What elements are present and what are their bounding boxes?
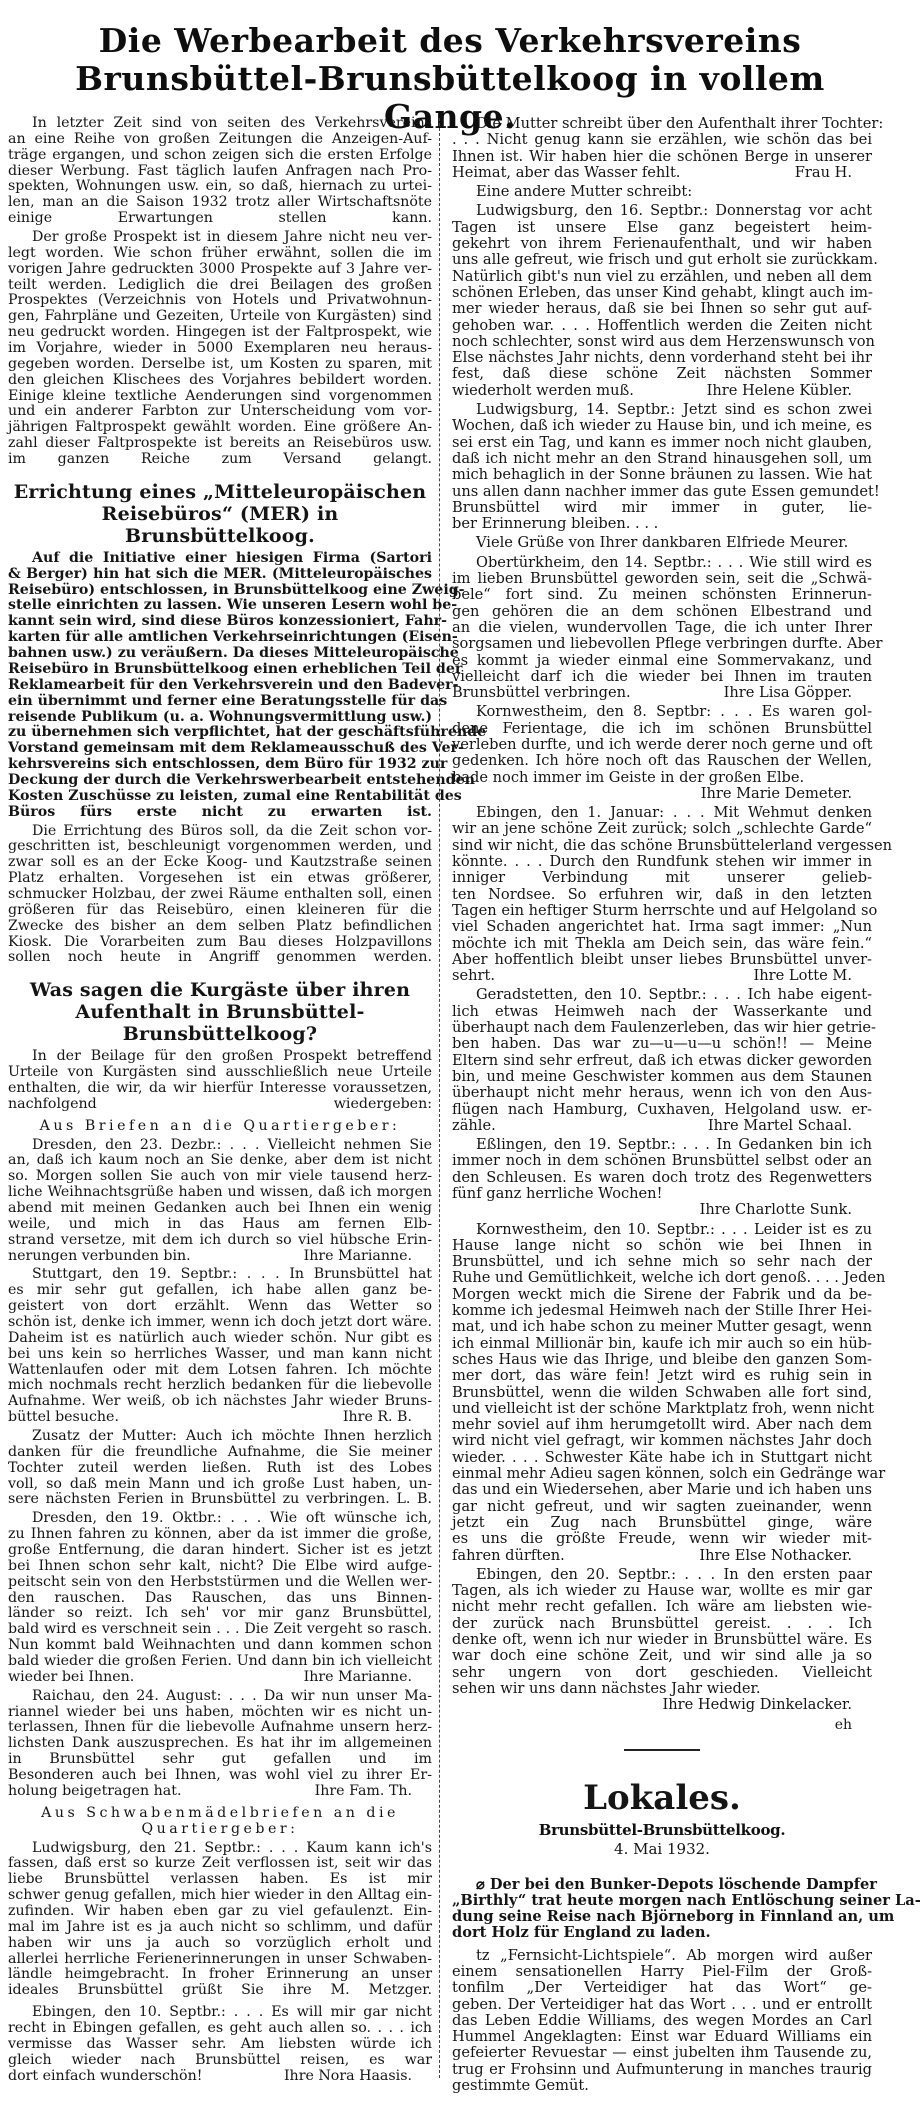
author-tag: eh <box>834 1716 852 1733</box>
column-divider <box>439 118 440 2078</box>
text-line: länder so reizt. Ich seh' vor mir ganz Brunsbüttel, <box>8 1605 432 1622</box>
text-line: dieser Werbung. Fast täglich laufen Anfragen nach Pro- <box>8 162 432 179</box>
letter-signature: Ihre Marianne. <box>303 1247 412 1264</box>
text-line: Die Errichtung des Büros soll, da die Zeit schon vor- <box>32 822 432 839</box>
text-line: ich einmal Millionär bin, kaufe ich mir auch so ein hüb- <box>452 1334 872 1352</box>
text-line: & Berger) hin hat sich die MER. (Mitteleuropäisches <box>8 565 432 582</box>
letter-signature: Ihre Hedwig Dinkelacker. <box>662 1696 852 1714</box>
text-line: „Birthly“ trat heute morgen nach Entlöschung seiner La- <box>452 1891 921 1909</box>
text-line: es uns die größte Freude, wenn wir wieder mit- <box>452 1530 872 1548</box>
text-line: und ein anderer Farbton zur Unterscheidung vom vor- <box>8 403 432 420</box>
headline-line-1: Die Werbearbeit des Verkehrsvereins <box>98 21 802 60</box>
text-line: Morgen weckt mich die Sirene der Fabrik und da be- <box>452 1285 872 1303</box>
text-line: strand versetze, mit dem ich durch so viel hübsche Erin- <box>8 1231 432 1248</box>
text-line: uns alle gefreut, wie frisch und gut erholt sie zurückkam. <box>452 251 878 269</box>
text-line: zu übernehmen sich verpflichtet, hat der geschäftsführende <box>8 724 487 741</box>
text-line: Eltern sind sehr erfreut, daß ich etwas dicker geworden <box>452 1051 872 1069</box>
text-line: recht in Ebingen gefallen, es geht auch allen so. . . . ich <box>8 2019 432 2036</box>
text-line: es mir sehr gut gefallen, ich habe allen ganz be- <box>8 1282 432 1299</box>
text-line <box>452 1548 872 1564</box>
text-line: Tagen ein heftiger Sturm herrschte und auf Helgoland so <box>452 901 878 919</box>
text-line: lich etwas Heimweh nach der Wasserkante und <box>452 1002 872 1020</box>
text-line: Tochter zuteil werden ließen. Ruth ist des Lobes <box>8 1459 432 1476</box>
text-line: dene Ferientage, die ich im schönen Brunsbüttel <box>452 719 872 737</box>
news-lichtspiele <box>452 1948 872 2098</box>
letter-signature: Ihre Nora Haasis. <box>283 2067 412 2084</box>
letter-signature: Ihre Else Nothacker. <box>699 1546 852 1564</box>
text-line: bei Ihnen schon sehr kalt, nicht? Die Elbe wird aufge- <box>8 1557 432 1574</box>
ludwigsburg-14-signature: Viele Grüße von Ihrer dankbaren Elfriede Meurer. <box>476 534 849 552</box>
text-line: Aber hoffentlich bleibt unser liebes Brunsbüttel unver- <box>452 950 872 968</box>
text-line: Geradstetten, den 10. Septbr.: . . . Ich habe eigent- <box>476 986 872 1004</box>
text-line: ländle heimgebracht. In froher Erinnerung an unser <box>8 1966 432 1983</box>
text-line <box>8 2069 432 2085</box>
text-line: in Brunsbüttel sehr gut gefallen und im <box>8 1751 432 1768</box>
text-line: könnte. . . . Durch den Rundfunk stehen wir immer in <box>452 853 872 871</box>
text-line: len, man an die Saison 1932 trotz aller Wirtschaftsnöte <box>8 194 432 211</box>
text-line-end: zähle. <box>452 1116 496 1134</box>
text-line: Büros fürs erste nicht zu erwarten ist. <box>8 803 432 820</box>
text-line: das und ein Wiedersehen, aber Marie und ich haben uns <box>452 1481 872 1499</box>
text-line: wir an jene schöne Zeit zurück; solch „schlechte Garde“ <box>452 820 872 838</box>
text-line: allerlei herrliche Ferienerinnerungen in unser Schwaben- <box>8 1950 432 1967</box>
letter-kornwestheim-8 <box>452 704 872 805</box>
text-line: sollen noch heute in Angriff genommen werden. <box>8 949 432 966</box>
text-line: sind wir nicht, die das schöne Brunsbüttelerland vergessen <box>452 836 893 854</box>
text-line <box>452 968 872 984</box>
text-line: jährigen Faltprospekt gewählt worden. Eine größere An- <box>8 419 432 436</box>
text-line: gen, Fahrpläne und Gezeiten, Urteile von Kurgästen) sind <box>8 308 432 325</box>
text-line: im Vorjahre, wieder in 5000 Exemplaren neu heraus- <box>8 340 432 357</box>
text-line-end: wieder bei Ihnen. <box>8 1668 135 1685</box>
text-line: einmal mehr Adieu sagen können, solch ein Gedränge war <box>452 1465 886 1483</box>
text-line: Ruhe und Gemütlichkeit, welche ich dort genoß. . . . Jeden <box>452 1269 886 1287</box>
letter-signature: Ihre Lotte M. <box>753 967 852 985</box>
intro-paragraph <box>8 116 432 230</box>
text-line: Eßlingen, den 19. Septbr.: . . . In Gedanken bin ich <box>476 1136 872 1154</box>
text-line: den Schleusen. Es waren doch trotz des Regenwetters <box>452 1168 872 1186</box>
text-line: zahl dieser Faltprospekte ist bereits an Reisebüros usw. <box>8 435 432 452</box>
letter-ebingen-1 <box>452 804 893 987</box>
text-line: tz „Fernsicht-Lichtspiele“. Ab morgen wird außer <box>476 1946 872 1964</box>
text-line: gegeben worden. Derselbe ist, um Kosten zu sparen, mit <box>8 355 432 372</box>
text-line: Besonderen auch bei Ihnen, was wohl viel zu ihrer Er- <box>8 1767 432 1784</box>
text-line: vermisse das Wasser sehr. Am liebsten würde ich <box>8 2035 432 2052</box>
text-line: karten für alle amtlichen Verkehrseinrichtungen (Eisen- <box>8 629 458 646</box>
text-line-end: ber Erinnerung bleiben. . . . <box>452 515 659 533</box>
text-line: Raichau, den 24. August: . . . Da wir nun unser Ma- <box>32 1687 432 1704</box>
text-line <box>452 383 872 399</box>
text-line: Tagen, als ich wieder zu Hause war, wollte es mir gar <box>452 1582 872 1600</box>
text-line-end: nerungen verbunden bin. <box>8 1247 191 1264</box>
text-line: Brunsbüttel, und ich sehne mich so sehr nach der <box>452 1253 872 1271</box>
text-line: ideales Brunsbüttel grüßt Sie ihre M. Metzger. <box>8 1982 432 1999</box>
text-line: Zwecke des bisher an dem selben Platz befindlichen <box>8 917 432 934</box>
text-line: schönen Erleben, das unser Kind gehabt, klingt auch im- <box>452 283 873 301</box>
text-line: Kornwestheim, den 10. Septbr.: . . . Leider ist es zu <box>476 1220 872 1238</box>
text-line <box>452 165 872 181</box>
text-line <box>8 1670 432 1686</box>
text-line: mat, und ich habe schon zu meiner Mutter gesagt, wenn <box>452 1318 872 1336</box>
text-line: Vorstand gemeinsam mit dem Reklameausschuß des Ver- <box>8 740 464 757</box>
text-line: wieder. . . . Schwester Käte habe ich in Stuttgart nicht <box>452 1448 872 1466</box>
text-line <box>452 1925 872 1941</box>
letter-signature: Ihre Charlotte Sunk. <box>699 1201 852 1219</box>
letter-signature: Ihre Marie Demeter. <box>700 784 852 802</box>
schwaben-subheading-1: Aus Schwabenmädelbriefen an die <box>41 1804 399 1821</box>
text-line: zu Ihnen fahren zu können, aber da ist immer die große, <box>8 1526 432 1543</box>
text-line <box>452 685 872 701</box>
letter-raichau <box>8 1689 432 1803</box>
letter-ebingen-20 <box>452 1567 872 1717</box>
text-line: bei uns kein so herrliches Wasser, und man kann nicht <box>8 1345 432 1362</box>
text-line: teilt werden. Lediglich die drei Beilagen des großen <box>8 276 432 293</box>
text-line: abend mit meinen Gedanken auch bei Ihnen ein wenig <box>8 1199 432 1216</box>
mer-heading-line-2: Reisebüros“ (MER) in Brunsbüttelkoog. <box>101 502 339 547</box>
text-line <box>452 516 872 532</box>
text-line: Nun kommt bald Weihnachten und dann kommen schon <box>8 1637 432 1654</box>
text-line: Reisebüro) entschlossen, in Brunsbüttelkoog eine Zweig- <box>8 581 465 598</box>
text-line: mehr soviel auf ihm herumgetollt wird. Aber nach dem <box>452 1416 872 1434</box>
text-line: liche Weihnachtsgrüße haben und wissen, daß ich morgen <box>8 1184 432 1201</box>
text-line: . . . Nicht genug kann sie erzählen, wie schön das bei <box>452 131 872 149</box>
letter-dresden-2 <box>8 1511 432 1688</box>
text-line: jetzt ein Zug nach Brunsbüttel ginge, wäre <box>452 1513 872 1531</box>
text-line: das Leben Eddie Williams, des wegen Mordes an Carl <box>452 2011 872 2029</box>
kurgaeste-intro <box>8 1049 432 1115</box>
text-line: gedenken. Ich höre noch oft das Rauschen der Wellen, <box>452 752 872 770</box>
text-line: viel Schaden angerichtet hat. Irma sagt immer: „Nun <box>452 918 872 936</box>
text-line: dung seine Reise nach Björneborg in Finnland an, um <box>452 1908 895 1926</box>
text-line: uns allen dann nachher immer das gute Essen gemundet! <box>452 482 880 500</box>
text-line: an, daß ich kaum noch an Sie denke, aber dem ist nicht <box>8 1152 432 1169</box>
letter-mutter-1 <box>452 115 884 184</box>
text-line: vielleicht darf ich die wieder bei Ihnen im trauten <box>452 667 872 685</box>
text-line: Aufnahme. Wer weiß, ob ich nächstes Jahr wieder Bruns- <box>8 1393 432 1410</box>
text-line: Ludwigsburg, den 16. Septbr.: Donnerstag vor acht <box>476 202 872 220</box>
text-line: Auf die Initiative einer hiesigen Firma (Sartori <box>32 549 432 566</box>
text-line: Zusatz der Mutter: Auch ich möchte Ihnen herzlich <box>32 1428 432 1445</box>
text-line: sches Haus wie das Ihrige, und bleibe den ganzen Som- <box>452 1350 872 1368</box>
kurgaeste-heading <box>8 979 432 1045</box>
letter-zusatz-mutter <box>8 1429 432 1511</box>
briefe-subheading: Aus Briefen an die Quartiergeber: <box>39 1117 401 1134</box>
text-line: geschritten ist, beschleunigt vorgenommen werden, und <box>8 838 432 855</box>
text-line: der zurück nach Brunsbüttel gereist. . . . Ich <box>452 1614 872 1632</box>
text-line: geistert von dort erzählt. Wenn das Wetter so <box>8 1298 432 1315</box>
kurgaeste-heading-line-2: Aufenthalt in Brunsbüttel-Brunsbüttelkoog? <box>75 1001 365 1046</box>
text-line: bele“ fort sind. Zu meinen schönsten Erinnerun- <box>452 586 872 604</box>
text-line: Einige kleine textliche Aenderungen sind vorgenommen <box>8 387 432 404</box>
text-line: Hause lange nicht so schön wie bei Ihnen in <box>452 1236 872 1254</box>
text-line: nicht mehr recht gefallen. Ich wäre am liebsten wie- <box>452 1598 872 1616</box>
letter-ludwigsburg-21 <box>8 1841 432 2003</box>
text-line: bin, und meine Geschwister kommen aus dem Staunen <box>452 1067 872 1085</box>
letter-signature: Ihre Helene Kübler. <box>706 381 852 399</box>
text-line: spekten, Wohnungen usw. ein, so daß, hiernach zu urtei- <box>8 178 432 195</box>
text-line: an eine Reihe von großen Zeitungen die Anzeigen-Auf- <box>8 130 432 147</box>
andere-mutter-intro: Eine andere Mutter schreibt: <box>476 183 693 201</box>
text-line: terlassen, Ihnen für die liebevolle Aufnahme unsern herz- <box>8 1719 432 1736</box>
text-line: verleben durfte, und ich werde derer noch gerne und oft <box>452 735 873 753</box>
text-line: überhaupt nicht mehr heraus, wenn ich von den Aus- <box>452 1084 872 1102</box>
text-line: schwer genug gefallen, mich hier wieder in den Alltag ein- <box>8 1887 432 1904</box>
text-line: im lieben Brunsbüttel geworden sein, seit die „Schwä- <box>452 570 872 588</box>
kurgaeste-heading-line-1: Was sagen die Kurgäste über ihren <box>29 979 411 1002</box>
letter-ludwigsburg-14 <box>452 401 880 535</box>
text-line: denke oft, wenn ich nur wieder in Brunsbüttel wäre. Es <box>452 1631 872 1649</box>
text-line: riannel wieder bei uns haben, möchten wir es nicht un- <box>8 1703 432 1720</box>
letter-dresden-1 <box>8 1138 432 1268</box>
letter-signature: Ihre Fam. Th. <box>314 1782 412 1799</box>
text-line: größeren für das Reisebüro, einen kleineren für die <box>8 901 432 918</box>
text-line: trug er Frohsinn und Aufmunterung in manches traurig <box>452 2060 872 2078</box>
text-line: Brunsbüttel wird mir immer in guter, lie- <box>452 498 872 516</box>
text-line: ein übernimmt und ferner eine Beratungsstelle für das <box>8 692 448 709</box>
text-line: gefeierter Revuestar — einst jubelten ihm Tausende zu, <box>452 2044 872 2062</box>
text-line: und vielleicht ist der schöne Marktplatz froh, wenn nicht <box>452 1399 874 1417</box>
text-line: es kommt ja wieder einmal eine Sommervakanz, und <box>452 651 872 669</box>
text-line: mal im Jahre ist es ja auch nicht so schlimm, und dafür <box>8 1918 432 1935</box>
text-line-end: fahren dürften. <box>452 1546 565 1564</box>
text-line: lichsten Dank auszusprechen. Es hat ihr im allgemeinen <box>8 1735 432 1752</box>
text-line: danken für die freundliche Aufnahme, die Sie meiner <box>8 1443 432 1460</box>
text-line: Tagen ist unsere Else ganz begeistert heim- <box>452 218 872 236</box>
text-line <box>452 2078 872 2094</box>
text-line: Reisebüro in Brunsbüttelkoog einen erheblichen Teil der <box>8 660 463 677</box>
text-line: noch schlechter, sonst wird aus dem Herzenswunsch von <box>452 332 875 350</box>
text-line: sehr ungern von dort geschieden. Vielleicht <box>452 1663 872 1681</box>
text-line: möchte ich mit Thekla am Deich sein, das wäre fein.“ <box>452 934 872 952</box>
text-line: gar nicht gefreut, und wir sagten zueinander, wenn <box>452 1497 872 1515</box>
text-line-end: Brunsbüttel verbringen. <box>452 684 631 702</box>
lokales-title: Lokales. <box>583 1777 741 1818</box>
text-line: komme ich jedesmal Heimweh nach der Stille Ihrer Hei- <box>452 1302 872 1320</box>
text-line <box>452 1186 872 1202</box>
text-line: Wattenlaufen oder mit dem Lotsen fahren. Ich möchte <box>8 1361 432 1378</box>
text-line-end: fünf ganz herrliche Wochen! <box>452 1185 663 1202</box>
text-line: Die Mutter schreibt über den Aufenthalt ihrer Tochter: <box>476 115 884 132</box>
text-line: vorigen Jahre gedruckten 3000 Prospekte auf 3 Jahre ver- <box>8 260 432 277</box>
text-line: Kosten Zuschüsse zu leisten, zumal eine Rentabilität des <box>8 787 462 804</box>
text-line: inniger Verbindung mit unserer gelieb- <box>452 869 872 887</box>
text-line: zwar soll es an der Ecke Koog- und Kautzstraße seinen <box>8 854 432 871</box>
text-line: Dresden, den 19. Oktbr.: . . . Wie oft wünsche ich, <box>32 1510 432 1527</box>
text-line: ⌀ Der bei den Bunker-Depots löschende Dampfer <box>476 1875 877 1893</box>
text-line: nachfolgend wiedergeben: <box>8 1095 432 1112</box>
text-line: Reklamearbeit für den Verkehrsverein und den Badever- <box>8 676 459 693</box>
text-line: immer noch in dem schönen Brunsbüttel selbst oder an <box>452 1152 872 1170</box>
text-line: Ebingen, den 20. Septbr.: . . . In den ersten paar <box>476 1565 872 1583</box>
text-line: Wochen, daß ich wieder zu Hause bin, und ich meine, es <box>452 417 872 435</box>
text-line: legt worden. Wie schon früher erwähnt, sollen die im <box>8 244 432 261</box>
text-line: mich behaglich in der Sonne bräunen zu lassen. Wie hat <box>452 466 872 484</box>
lokales-date: 4. Mai 1932. <box>614 1839 710 1858</box>
text-line: ben haben. Das war zu—u—u—u schön!! — Meine <box>452 1035 872 1053</box>
text-line-end: sehrt. <box>452 967 496 985</box>
text-line: gehoben war. . . . Hoffentlich werden die Zeiten nicht <box>452 316 872 334</box>
mer-heading-line-1: Errichtung eines „Mitteleuropäischen <box>13 480 427 503</box>
text-line: Prospektes (Verzeichnis von Hotels und Privatwohnun- <box>8 292 432 309</box>
text-line: an die vielen, wundervollen Tage, die ich unter Ihrer <box>452 618 872 636</box>
text-line: neu gedruckt worden. Hingegen ist der Faltprospekt, wie <box>8 324 432 341</box>
text-line: liebe Brunsbüttel verlassen haben. Es ist mir <box>8 1871 432 1888</box>
text-line: In der Beilage für den großen Prospekt betreffend <box>32 1048 432 1065</box>
text-line: Kornwestheim, den 8. Septbr: . . . Es waren gol- <box>476 703 872 721</box>
text-line: bahnen usw.) zu veräußern. Da dieses Mitteleuropäische <box>8 645 459 662</box>
text-line: große Entfernung, die daran hindert. Sicher ist es jetzt <box>8 1542 432 1559</box>
text-line: sere nächsten Ferien in Brunsbüttel zu verbringen. L. B. <box>8 1491 432 1508</box>
text-line: überhaupt nach dem Faulenzerleben, das wir hier getrie- <box>452 1019 876 1037</box>
text-line: Der große Prospekt ist in diesem Jahre nicht neu ver- <box>32 229 432 246</box>
letter-geradstetten <box>452 986 876 1137</box>
text-line: schmucker Holzbau, der zwei Räume enthalten soll, einen <box>8 885 432 902</box>
text-line: Else nächstes Jahr nichts, denn vorderhand steht bei ihr <box>452 349 872 367</box>
prospekt-paragraph <box>8 230 432 471</box>
text-line: ten Nordsee. So erfuhren wir, daß in den letzten <box>452 885 872 903</box>
text-line-end: büttel besuche. <box>8 1409 119 1426</box>
letter-signature: Frau H. <box>794 163 852 181</box>
text-line: Ludwigsburg, den 21. Septbr.: . . . Kaum kann ich's <box>32 1839 432 1856</box>
text-line: gleich wieder nach Brunsbüttel reisen, es war <box>8 2051 432 2068</box>
text-line-end: dort einfach wunderschön! <box>8 2067 203 2084</box>
text-line: den rauschen. Das Rauschen, das uns Binnen- <box>8 1589 432 1606</box>
text-line <box>8 1784 432 1800</box>
text-line: kehrsvereins sich entschlossen, dem Büro für 1932 zur <box>8 756 448 773</box>
letter-kornwestheim-10 <box>452 1220 886 1567</box>
text-line: reisende Publikum (u. a. Wohnungsvermittlung usw.) <box>8 708 433 725</box>
mer-heading <box>8 481 432 547</box>
text-line: daß ich nicht mehr an den Strand hinausgehen soll, um <box>452 449 872 467</box>
text-line: träge ergangen, und schon zeigen sich die ersten Erfolge <box>8 146 432 163</box>
text-line: zufinden. Wir haben eben gar zu viel gefaulenzt. Ein- <box>8 1902 432 1919</box>
letter-stuttgart <box>8 1267 432 1429</box>
letter-obertuerkheim <box>452 553 883 705</box>
text-line: Kiosk. Die Vorarbeiten zum Bau dieses Holzpavillons <box>8 933 432 950</box>
text-line: Ebingen, den 1. Januar: . . . Mit Wehmut denken <box>476 804 872 822</box>
text-line: flügen nach Hamburg, Cuxhaven, Helgoland usw. er- <box>452 1100 872 1118</box>
text-line: enthalten, die wir, da wir hierfür Interesse voraussetzen, <box>8 1079 432 1096</box>
text-line-end: Heimat, aber das Wasser fehlt. <box>452 163 681 181</box>
text-line: mer dort, das wäre fein! Jetzt wird es ruhig sein in <box>452 1367 872 1385</box>
text-line <box>8 1249 432 1265</box>
text-line: Urteile von Kurgästen sind ausschließlich neue Urteile <box>8 1064 432 1081</box>
lokales-place: Brunsbüttel-Brunsbüttelkoog. <box>538 1820 786 1839</box>
text-line <box>452 770 872 786</box>
text-line: fest, daß diese schöne Zeit nächsten Sommer <box>452 365 872 383</box>
text-line: geben. Der Verteidiger hat das Wort . . . und er entrollt <box>452 1995 872 2013</box>
right-column <box>452 115 921 2097</box>
text-line: einem sensationellen Harry Piel-Film der Groß- <box>452 1962 872 1980</box>
mer-paragraph-1 <box>8 549 487 824</box>
text-line: den gleichen Klischees des Vorjahres bebildert worden. <box>8 371 432 388</box>
text-line: einige Erwartungen stellen kann. <box>8 210 432 227</box>
text-line: bald wieder die großen Ferien. Und dann bin ich vielleicht <box>8 1653 432 1670</box>
letter-ebingen-10 <box>8 2005 432 2087</box>
text-line-end: sehen wir uns dann nächstes Jahr wieder. <box>452 1679 761 1697</box>
text-line <box>452 1118 872 1134</box>
mer-paragraph-2 <box>8 824 432 970</box>
text-line: Platz erhalten. Vorgesehen ist ein etwas größerer, <box>8 870 432 887</box>
text-line: Deckung der durch die Verkehrswerbearbeit entstehenden <box>8 771 475 788</box>
text-line: Ihnen ist. Wir haben hier die schönen Berge in unserer <box>452 147 872 165</box>
text-line: peitscht sein von den Herbststürmen und die Wellen wer- <box>8 1573 432 1590</box>
text-line <box>8 1410 432 1426</box>
text-line: stelle einrichten zu lassen. Wie unseren Lesern wohl be- <box>8 597 458 614</box>
text-line: sorgsamen und liebevollen Pflege verbringen durfte. Aber <box>452 635 883 653</box>
text-line: voll, so daß mein Mann und ich große Lust haben, un- <box>8 1475 432 1492</box>
text-line: gekehrt von ihrem Ferienaufenthalt, und wir haben <box>452 235 872 253</box>
text-line: In letzter Zeit sind von seiten des Verkehrsvereins <box>32 115 432 131</box>
text-line: Daheim ist es natürlich auch wieder schön. Nur gibt es <box>8 1329 432 1346</box>
news-dampfer <box>452 1875 921 1945</box>
text-line-end: dort Holz für England zu laden. <box>452 1924 711 1942</box>
text-line: haben wir uns ja auch so vorzüglich erholt und <box>8 1934 432 1951</box>
text-line: Ludwigsburg, 14. Septbr.: Jetzt sind es schon zwei <box>476 401 872 419</box>
text-line-end: wiederholt werden muß. <box>452 381 634 399</box>
text-line: schön ist, denke ich immer, wenn ich doch jetzt dort wäre. <box>8 1314 432 1330</box>
text-line: mer wieder heraus, daß sie bei Ihnen so sehr gut auf- <box>452 300 872 318</box>
text-line: war doch eine schöne Zeit, und wir sind alle ja so <box>452 1647 872 1665</box>
text-line: im ganzen Reiche zum Versand gelangt. <box>8 451 432 468</box>
text-line: Hummel Angeklagten: Einst war Eduard Williams ein <box>452 2028 872 2046</box>
text-line: Stuttgart, den 19. Septbr.: . . . In Brunsbüttel hat <box>32 1266 432 1283</box>
text-line: so. Morgen sollen Sie auch von mir viele tausend herz- <box>8 1168 432 1185</box>
text-line: Dresden, den 23. Dezbr.: . . . Vielleicht nehmen Sie <box>32 1136 432 1153</box>
letter-signature: Ihre R. B. <box>342 1409 412 1426</box>
text-line: sei erst ein Tag, und kann es immer noch nicht glauben, <box>452 433 872 451</box>
text-line-end: gestimmte Gemüt. <box>452 2077 589 2095</box>
letter-signature: Ihre Martel Schaal. <box>707 1116 852 1134</box>
text-line: gen gehören die an dem schönen Elbestrand und <box>452 602 872 620</box>
text-line: Obertürkheim, den 14. Septbr.: . . . Wie still wird es <box>476 553 872 571</box>
text-line: tonfilm „Der Verteidiger hat das Wort“ ge- <box>452 1979 872 1997</box>
text-line: mich nochmals recht herzlich bedanken für die liebevolle <box>8 1377 432 1394</box>
letter-ludwigsburg-16 <box>452 202 878 402</box>
text-line: Brunsbüttel, wenn die wilden Schwaben alle fort sind, <box>452 1383 872 1401</box>
text-line: weile, und mich in das Haus am fernen Elb- <box>8 1215 432 1232</box>
text-line-end: bade noch immer im Geiste in der großen Elbe. <box>452 768 805 786</box>
text-line: bald wird es verschneit sein . . . Die Zeit vergeht so rasch. <box>8 1621 432 1638</box>
letter-signature: Ihre Marianne. <box>303 1668 412 1685</box>
text-line: Ebingen, den 10. Septbr.: . . . Es will mir gar nicht <box>32 2004 432 2021</box>
text-line-end: holung beigetragen hat. <box>8 1782 182 1799</box>
schwaben-subheading-2: Quartiergeber: <box>141 1820 299 1837</box>
text-line: fassen, daß erst so kurze Zeit verflossen ist, seit wir das <box>8 1855 432 1872</box>
letter-signature: Ihre Lisa Göpper. <box>723 684 852 702</box>
section-rule <box>624 1749 700 1751</box>
text-line: kannt sein wird, sind diese Büros konzessioniert, Fahr- <box>8 613 448 630</box>
text-line: Natürlich gibt's nun viel zu erzählen, und neben all dem <box>452 267 872 285</box>
letter-esslingen <box>452 1137 872 1221</box>
text-line: wird nicht viel gefragt, wir kommen nächstes Jahr doch <box>452 1432 872 1450</box>
text-line <box>452 1681 872 1697</box>
headline-line-2: Brunsbüttel-Brunsbüttelkoog in vollem Gange. <box>75 59 825 136</box>
